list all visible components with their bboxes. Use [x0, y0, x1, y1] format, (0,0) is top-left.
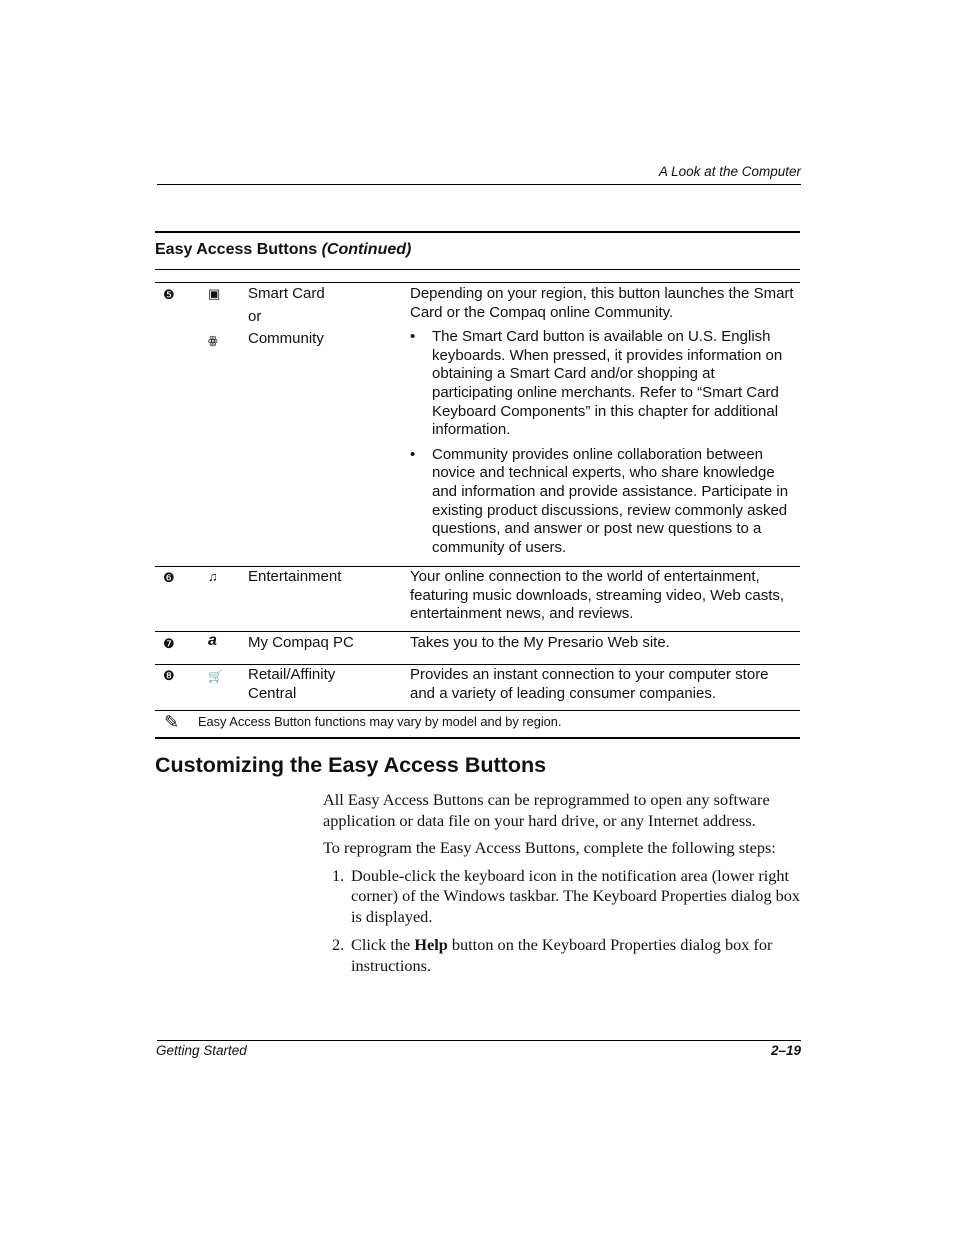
running-header: A Look at the Computer — [658, 164, 801, 179]
step-text: Double-click the keyboard icon in the notification area (lower right corner) of the Windows taskbar. The Keyboard Properties dialog box is displayed. — [351, 865, 801, 926]
or-text: or — [248, 307, 262, 325]
table-top-rule — [155, 231, 800, 233]
bullet-text: The Smart Card button is available on U.S. English keyboards. When pressed, it provides information on obtaining a Smart Card and/or shopping at participating online merchants. Refer to “Smart Card Keyboard Components” in this chapter for additional information. — [432, 328, 783, 439]
row-rule — [155, 282, 800, 283]
header-rule — [157, 184, 801, 185]
button-description: Your online connection to the world of entertainment, featuring music downloads, streaming video, Web casts, entertainment news, and reviews. — [410, 568, 785, 623]
button-description: Takes you to the My Presario Web site. — [410, 634, 670, 651]
table-title-rule — [155, 269, 800, 270]
step-number: 2. — [332, 935, 345, 954]
step-text: button on the Keyboard Properties dialog box for instructions. — [351, 935, 773, 975]
pencil-icon: ✎ — [164, 712, 180, 732]
bullet-item: • The Smart Card button is available on U.S. English keyboards. When pressed, it provides information on obtaining a Smart Card and/or shopping at participating online merchants. Refer to “Smart Card Keyboard Components” in this chapter for additional information. — [410, 328, 783, 439]
button-description: Provides an instant connection to your computer store and a variety of leading consumer companies. — [410, 666, 769, 702]
callout-number: ❻ — [163, 570, 175, 585]
entertainment-icon: ♫ — [208, 569, 218, 584]
bullet-text: Community provides online collaboration between novice and technical experts, who share knowledge and information and provide assistance. Participate in existing product discussions, review commonly asked questions, and answer or post new questions to a community of users. — [432, 445, 789, 556]
row-rule — [155, 664, 800, 665]
row-rule — [155, 631, 800, 632]
community-icon: ꙮ — [208, 335, 218, 347]
step-item — [323, 866, 803, 928]
button-name: Smart Card — [248, 285, 325, 302]
button-name: My Compaq PC — [248, 634, 354, 651]
bullet-item: • Community provides online collaboration between novice and technical experts, who share knowledge and information and provide assistance. Participate in existing product discussions, review commonly asked questions, and answer or post new questions to a community of users. — [410, 445, 789, 556]
callout-number: ❽ — [163, 668, 175, 683]
callout-number: ❺ — [163, 287, 175, 302]
paragraph: All Easy Access Buttons can be reprogrammed to open any software application or data file on your hard drive, or any Internet address. — [323, 790, 770, 830]
table-bottom-rule — [155, 737, 800, 739]
button-name: Retail/Affinity Central — [248, 666, 336, 702]
table-title — [155, 241, 411, 259]
step-number: 1. — [332, 865, 345, 885]
step-text: Click the — [351, 935, 415, 954]
smart-card-icon: ▣ — [208, 286, 221, 301]
table-title-text: Easy Access Buttons — [155, 241, 318, 258]
button-name: Entertainment — [248, 568, 342, 585]
step-item — [323, 935, 803, 976]
footer-rule — [157, 1040, 801, 1041]
my-compaq-icon: a — [208, 632, 217, 649]
row-rule — [155, 566, 800, 567]
button-description: Depending on your region, this button launches the Smart Card or the Compaq online Community. — [410, 285, 794, 321]
help-button-reference: Help — [414, 935, 448, 954]
page-number: 2–19 — [770, 1043, 801, 1058]
button-name: Community — [248, 330, 324, 348]
shopping-cart-icon: 🛒 — [208, 669, 223, 683]
footer-title: Getting Started — [156, 1043, 247, 1058]
section-body — [323, 790, 803, 984]
row-rule — [155, 710, 800, 711]
section-heading: Customizing the Easy Access Buttons — [155, 753, 547, 777]
paragraph: To reprogram the Easy Access Buttons, complete the following steps: — [323, 838, 776, 857]
callout-number: ❼ — [163, 636, 175, 651]
table-note: Easy Access Button functions may vary by model and by region. — [198, 714, 562, 729]
table-title-suffix: (Continued) — [321, 241, 412, 258]
